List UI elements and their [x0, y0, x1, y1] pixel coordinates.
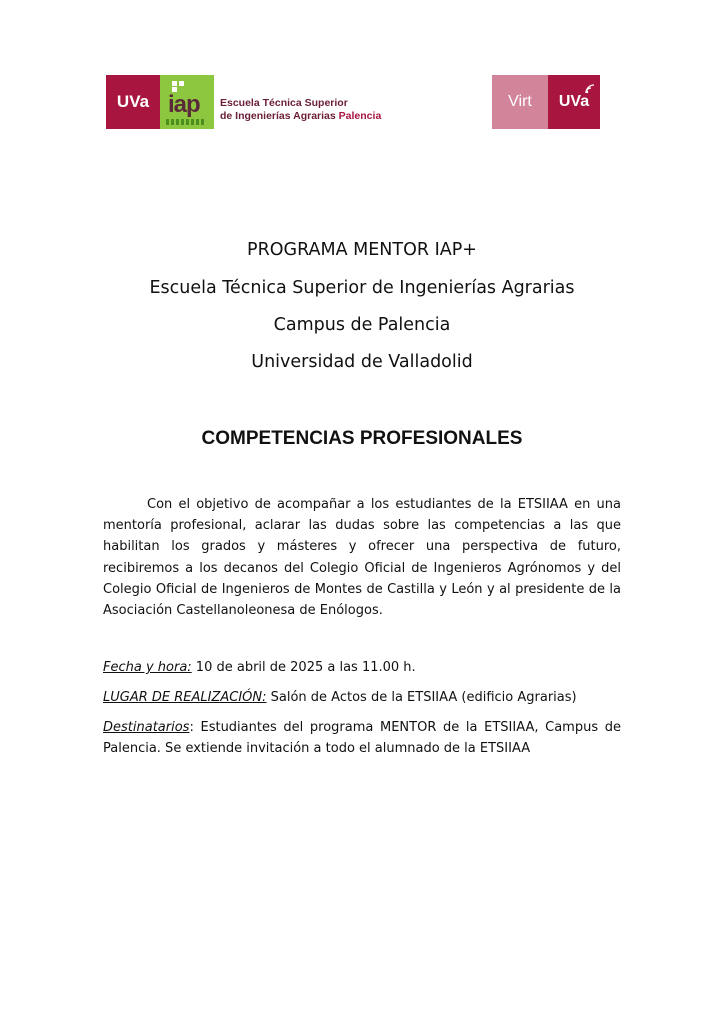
school-name-logo [220, 97, 381, 129]
virt-logo-part [492, 75, 548, 129]
iap-logo-text: iap [168, 91, 200, 118]
date-value: 10 de abril de 2025 a las 11.00 h. [191, 660, 416, 675]
date-line [103, 657, 621, 678]
program-title: PROGRAMA MENTOR IAP+ [247, 240, 477, 260]
place-value: Salón de Actos de la ETSIIAA (edificio Agrarias) [266, 690, 577, 705]
virtuva-logo [492, 75, 600, 129]
uva-logo-text: UVa [116, 92, 150, 111]
school-name-line1: Escuela Técnica Superior [220, 97, 348, 109]
audience-label: Destinatarios [103, 720, 190, 735]
virt-text: Virt [508, 93, 532, 110]
iap-pixel [179, 81, 184, 86]
audience-line [103, 717, 621, 759]
iap-stripes [166, 119, 206, 125]
school-name-line2-text: de Ingenierías Agrarias [220, 110, 336, 122]
place-line [103, 687, 621, 708]
campus-title: Campus de Palencia [273, 315, 451, 335]
school-city: Palencia [338, 110, 382, 122]
etsiiaa-logo [106, 75, 381, 129]
body-paragraph: Con el objetivo de acompañar a los estudiantes de la ETSIIAA en una mentoría profesional, aclarar las dudas sobre las competencias a las que habilitan los grados y másteres y ofrecer una perspectiva de futuro, recibiremos a los decanos del Colegio Oficial de Ingenieros Agrónomos y del Colegio Oficial de Ingenieros de Montes de Castilla y León y al presidente de la Asociación Castellanoleonesa de Enólogos. [103, 497, 621, 619]
school-name-line2 [220, 110, 381, 123]
uva-logo [106, 75, 160, 129]
wifi-waves-icon [584, 83, 596, 95]
date-label: Fecha y hora: [103, 660, 192, 675]
iap-pixel [172, 81, 177, 86]
uva-logo-right [548, 75, 600, 129]
iap-logo [160, 75, 214, 129]
audience-value: : Estudiantes del programa MENTOR de la ETSIIAA, Campus de Palencia. Se extiende invitación a todo el alumnado de la ETSIIAA [103, 720, 621, 757]
uva-right-text: UVa [558, 93, 590, 110]
section-title: COMPETENCIAS PROFESIONALES [201, 428, 523, 449]
school-title: Escuela Técnica Superior de Ingenierías Agrarias [149, 278, 575, 298]
university-title: Universidad de Valladolid [251, 352, 473, 372]
place-label: LUGAR DE REALIZACIÓN: [103, 690, 267, 705]
